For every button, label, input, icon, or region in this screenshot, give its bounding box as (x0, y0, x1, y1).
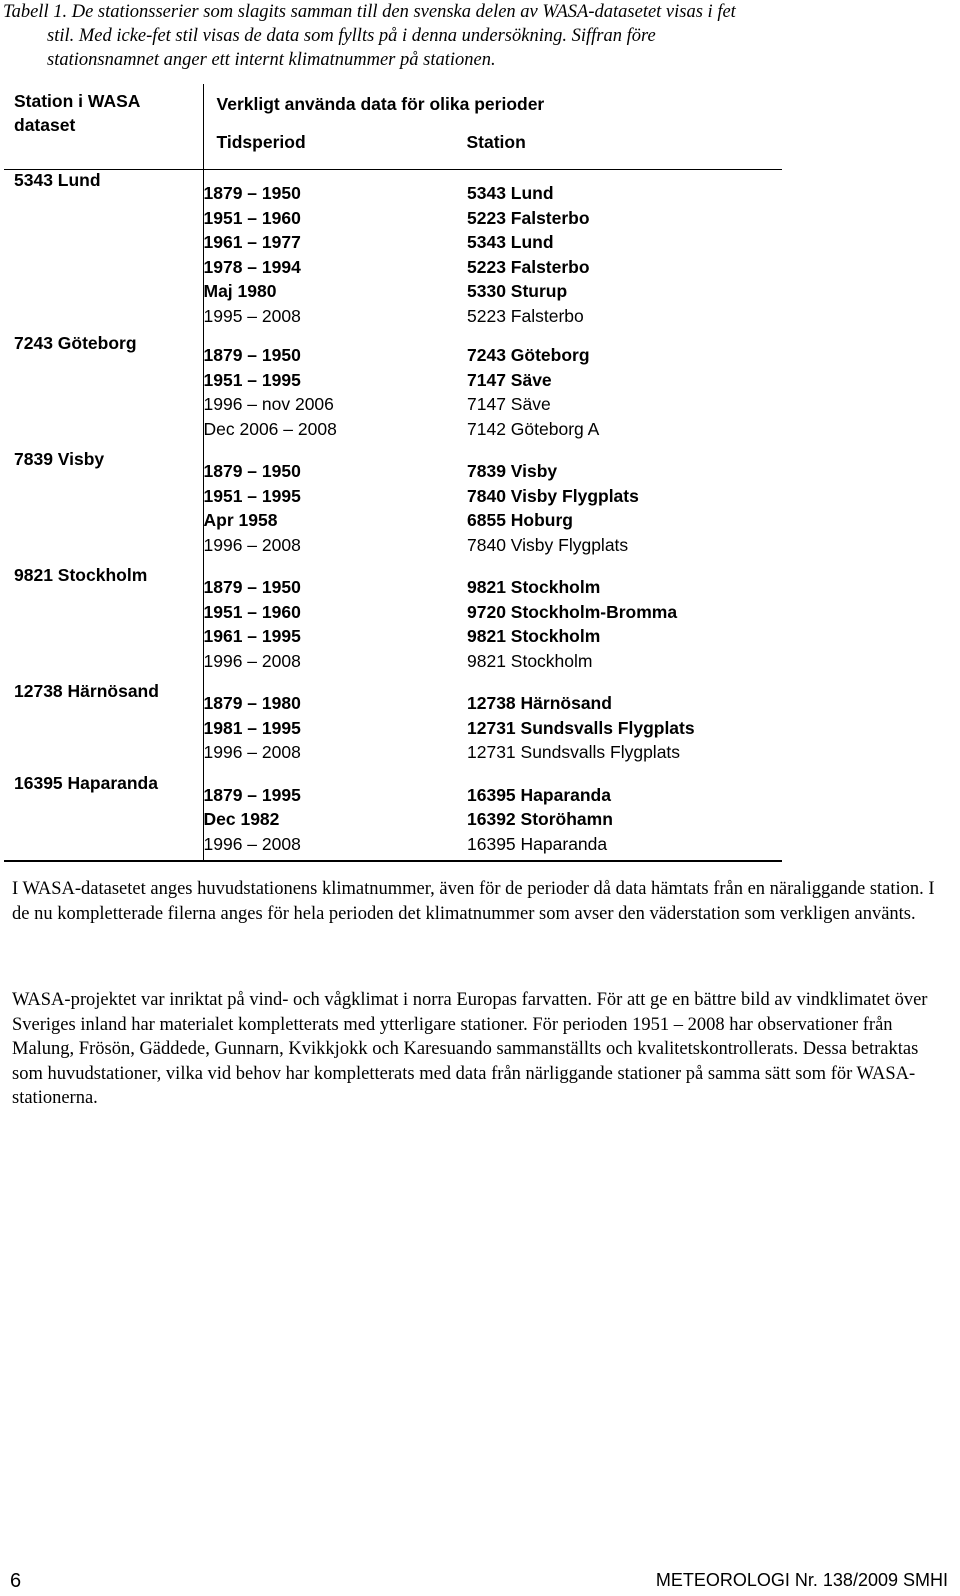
header-station: Station (466, 132, 526, 152)
table-row (4, 681, 782, 773)
station-list (467, 565, 782, 681)
header-period: Tidsperiod (216, 132, 306, 152)
body-paragraph: I WASA-datasetet anges huvudstationens klimatnummer, även för de perioder då data hämtats från en näraliggande station. I de nu kompletterade filerna anges för hela perioden det klimatnummer som avser den väderstation som verkligen använts. (12, 879, 935, 924)
page-number: 6 (10, 1570, 22, 1592)
station-entry: 6855 Hoburg (467, 510, 573, 530)
station-entry: 9720 Stockholm-Bromma (467, 601, 678, 622)
period-entry: 1951 – 1995 (203, 369, 301, 390)
station-entry: 9821 Stockholm (467, 650, 593, 671)
station-list (467, 681, 782, 773)
wasa-station-name: 5343 Lund (4, 170, 203, 334)
period-entry: 1879 – 1995 (203, 784, 301, 805)
period-entry: 1879 – 1980 (203, 693, 301, 713)
wasa-station-name: 7243 Göteborg (4, 333, 203, 449)
table-row (4, 333, 782, 449)
station-list (467, 449, 782, 565)
station-entry: 12738 Härnösand (467, 693, 612, 713)
station-table (4, 84, 782, 862)
header-subcolumns (204, 116, 783, 160)
caption-line: stationsnamnet anger ett internt klimatnummer på stationen. (47, 50, 496, 70)
period-entry: 1996 – 2008 (203, 534, 301, 555)
period-entry: 1879 – 1950 (203, 461, 301, 481)
period-entry: 1996 – nov 2006 (203, 394, 334, 414)
period-entry: 1981 – 1995 (203, 717, 301, 738)
period-list (203, 170, 467, 334)
table-row (4, 565, 782, 681)
period-entry: 1951 – 1960 (203, 601, 301, 622)
period-entry: 1996 – 2008 (203, 742, 301, 762)
period-list (203, 773, 467, 862)
body-paragraph: WASA-projektet var inriktat på vind- och vågklimat i norra Europas farvatten. För att ge en bättre bild av vindklimatet över Sveriges inland har materialet kompletterats med ytterligare stationer. För perioden 1951 – 2008 har observationer från Malung, Frösön, Gäddede, Gunnarn, Kvikkjokk och Karesuando sammanställts och kvalitetskontrollerats. Dessa betraktas som huvudstationer, vilka vid behov har kompletterats med data från närliggande stationer på samma sätt som för WASA-stationerna. (12, 990, 928, 1109)
station-entry: 16395 Haparanda (467, 833, 608, 854)
period-entry: 1995 – 2008 (203, 305, 301, 326)
period-entry: 1978 – 1994 (203, 256, 301, 277)
station-entry: 5223 Falsterbo (467, 207, 590, 228)
period-entry: 1996 – 2008 (203, 650, 301, 671)
period-entry: 1879 – 1950 (203, 345, 301, 365)
period-list (203, 333, 467, 449)
station-entry: 7142 Göteborg A (467, 418, 600, 439)
publication-label: METEOROLOGI Nr. 138/2009 SMHI (655, 1570, 948, 1590)
period-list (203, 565, 467, 681)
period-entry: 1996 – 2008 (203, 833, 301, 854)
period-entry: 1951 – 1995 (203, 485, 301, 506)
table-header-row (4, 84, 782, 170)
station-entry: 7147 Säve (467, 394, 551, 414)
station-entry: 7147 Säve (467, 369, 552, 390)
station-entry: 7840 Visby Flygplats (467, 485, 639, 506)
station-entry: 5223 Falsterbo (467, 305, 584, 326)
station-entry: 16392 Storöhamn (467, 809, 613, 829)
station-entry: 9821 Stockholm (467, 626, 601, 646)
period-entry: Dec 2006 – 2008 (203, 418, 337, 439)
period-list (203, 681, 467, 773)
station-entry: 12731 Sundsvalls Flygplats (467, 717, 695, 738)
station-list (467, 170, 782, 334)
station-entry: 12731 Sundsvalls Flygplats (467, 742, 681, 762)
period-entry: 1879 – 1950 (203, 577, 301, 597)
wasa-station-name: 16395 Haparanda (4, 773, 203, 862)
header-wasa-station: Station i WASA dataset (4, 84, 203, 170)
period-entry: Maj 1980 (203, 281, 277, 301)
caption-line: stil. Med icke-fet stil visas de data som fyllts på i denna undersökning. Siffran före (47, 26, 656, 46)
table-row (4, 449, 782, 565)
wasa-station-name: 9821 Stockholm (4, 565, 203, 681)
station-entry: 5223 Falsterbo (467, 256, 590, 277)
period-entry: 1961 – 1977 (203, 232, 301, 252)
caption-line: Tabell 1. De stationsserier som slagits samman till den svenska delen av WASA-datasetet visas i fet (3, 2, 736, 22)
header-used-data-title: Verkligt använda data för olika perioder (216, 94, 545, 114)
period-entry: 1951 – 1960 (203, 207, 301, 228)
station-entry: 5343 Lund (467, 232, 554, 252)
station-entry: 16395 Haparanda (467, 784, 611, 805)
table-row (4, 773, 782, 862)
wasa-station-name: 7839 Visby (4, 449, 203, 565)
table-row (4, 170, 782, 334)
table-caption (3, 0, 953, 72)
station-entry: 7243 Göteborg (467, 345, 590, 365)
station-entry: 7840 Visby Flygplats (467, 534, 629, 555)
station-entry: 7839 Visby (467, 461, 558, 481)
period-entry: Apr 1958 (203, 510, 278, 530)
page-footer (0, 1570, 960, 1596)
wasa-station-name: 12738 Härnösand (4, 681, 203, 773)
period-entry: 1961 – 1995 (203, 626, 301, 646)
period-list (203, 449, 467, 565)
station-list (467, 333, 782, 449)
station-entry: 5343 Lund (467, 183, 554, 203)
station-entry: 5330 Sturup (467, 281, 568, 301)
period-entry: 1879 – 1950 (203, 183, 301, 203)
period-entry: Dec 1982 (203, 809, 280, 829)
header-used-data (203, 84, 782, 170)
station-list (467, 773, 782, 862)
station-entry: 9821 Stockholm (467, 577, 601, 597)
